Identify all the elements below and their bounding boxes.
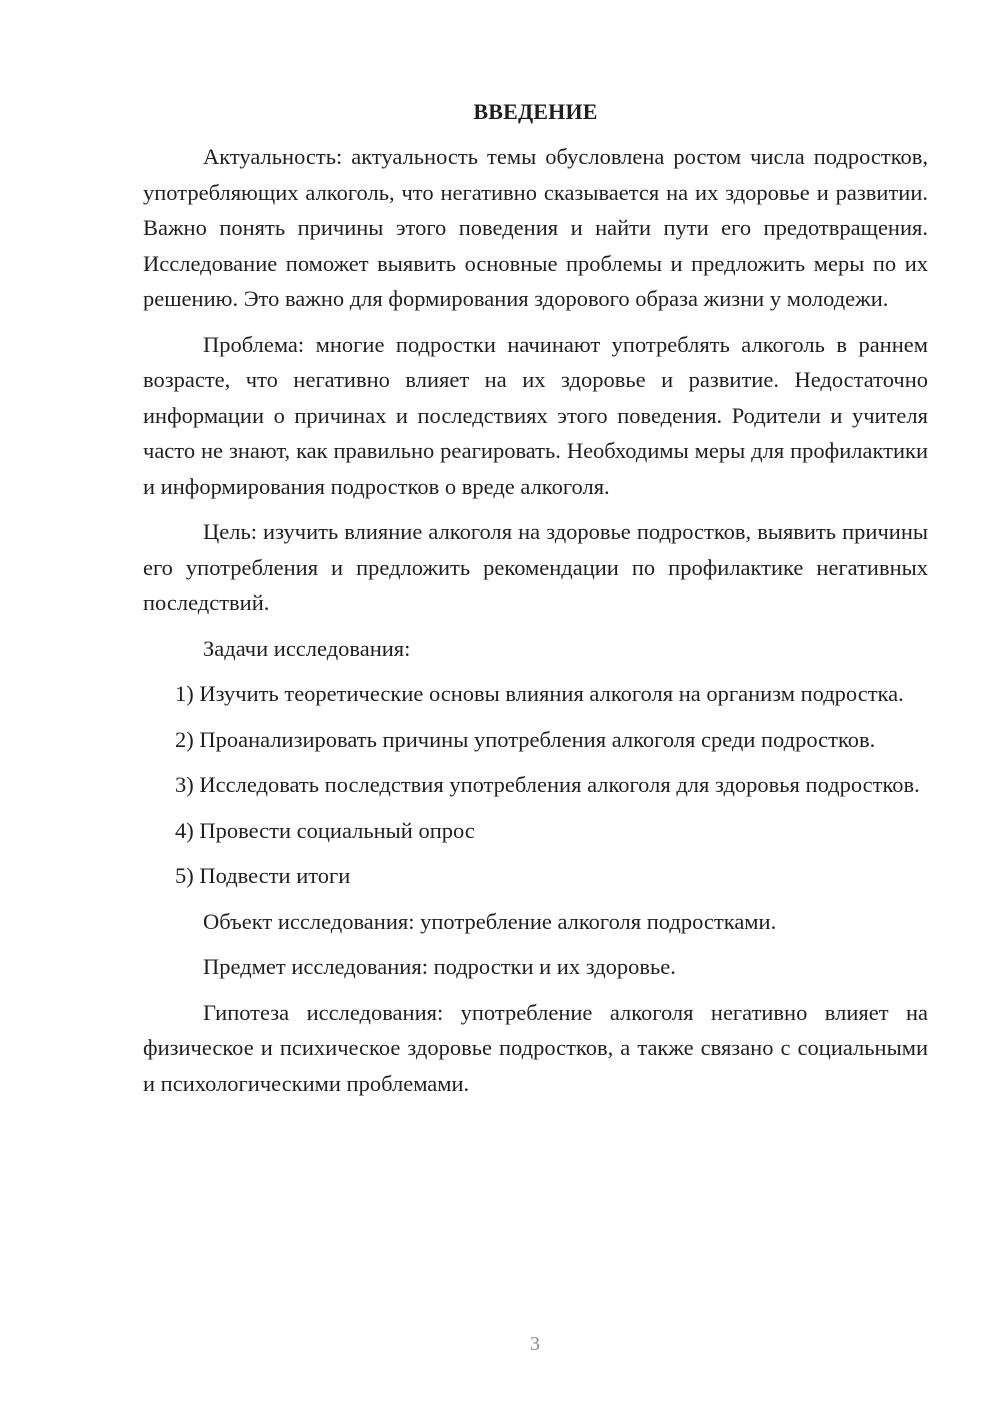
paragraph-relevance: Актуальность: актуальность темы обусловлена ростом числа подростков, употребляющих алкоголь, что негативно сказывается на их здоровье и развитии. Важно понять причины этого поведения и найти пути его предотвращения. Исследование поможет выявить основные проблемы и предложить меры по их решению. Это важно для формирования здорового образа жизни у молодежи. xyxy=(143,144,928,311)
page-number: 3 xyxy=(530,1333,540,1355)
paragraph-problem: Проблема: многие подростки начинают употреблять алкоголь в раннем возрасте, что негативно влияет на их здоровье и развитие. Недостаточно информации о причинах и последствиях этого поведения. Родители и учителя часто не знают, как правильно реагировать. Необходимы меры для профилактики и информирования подростков о вреде алкоголя. xyxy=(143,331,928,499)
task-item-5: 5) Подвести итоги xyxy=(175,863,351,888)
task-item-1: 1) Изучить теоретические основы влияния алкоголя на организм подростка. xyxy=(175,681,904,706)
task-item-2: 2) Проанализировать причины употребления алкоголя среди подростков. xyxy=(175,726,876,752)
paragraph-subject: Предмет исследования: подростки и их здоровье. xyxy=(203,954,676,979)
task-item-4: 4) Провести социальный опрос xyxy=(175,817,475,843)
paragraph-goal: Цель: изучить влияние алкоголя на здоровье подростков, выявить причины его употребления и предложить рекомендации по профилактике негативных последствий. xyxy=(143,519,928,615)
page-content xyxy=(143,94,928,1111)
paragraph-tasks-heading: Задачи исследования: xyxy=(203,635,411,661)
page-title: ВВЕДЕНИЕ xyxy=(473,99,598,124)
paragraph-hypothesis: Гипотеза исследования: употребление алкоголя негативно влияет на физическое и психическое здоровье подростков, а также связано с социальными и психологическими проблемами. xyxy=(143,999,928,1096)
task-item-3: 3) Исследовать последствия употребления алкоголя для здоровья подростков. xyxy=(175,772,920,797)
paragraph-object: Объект исследования: употребление алкоголя подростками. xyxy=(203,908,777,934)
